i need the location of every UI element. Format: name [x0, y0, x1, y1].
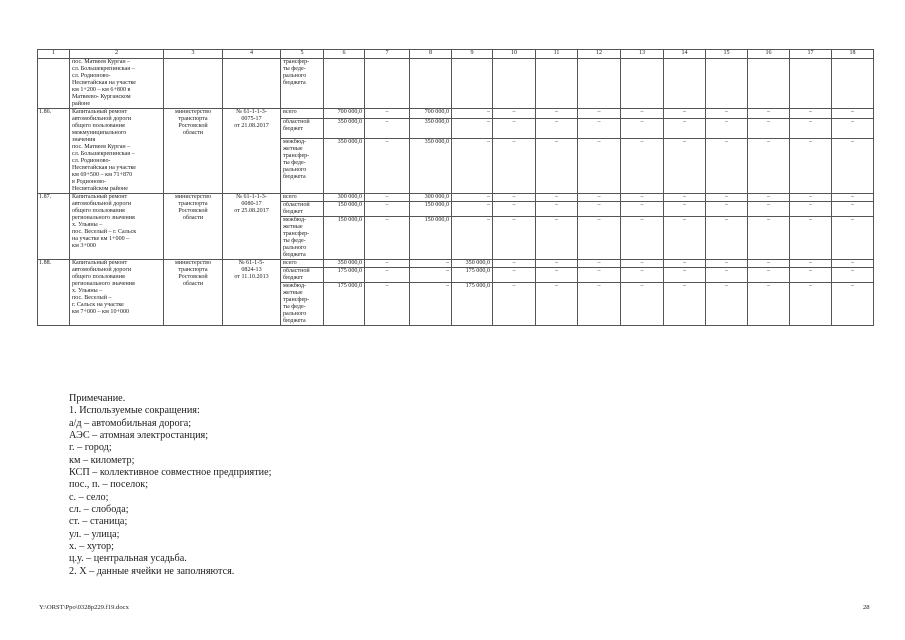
- value-cell: [621, 59, 664, 109]
- column-number-cell: 17: [790, 50, 832, 59]
- notes-line: 1. Используемые сокращения:: [69, 405, 200, 417]
- funding-source-cell: областной бюджет: [281, 268, 324, 283]
- value-cell: –: [832, 194, 874, 202]
- value-cell: –: [748, 217, 790, 260]
- value-cell: –: [664, 260, 706, 268]
- value-cell: [536, 59, 578, 109]
- value-cell: –: [790, 217, 832, 260]
- value-cell: –: [706, 260, 748, 268]
- value-cell: –: [664, 217, 706, 260]
- value-cell: –: [832, 202, 874, 217]
- table-row: [38, 194, 874, 202]
- value-cell: –: [578, 217, 621, 260]
- document-cell: № 61-1-5- 0824-13 от 11.10.2013: [223, 260, 281, 326]
- value-cell: –: [664, 268, 706, 283]
- value-cell: –: [832, 283, 874, 326]
- notes-line: КСП – коллективное совместное предприятие;: [69, 467, 272, 479]
- notes-title: Примечание.: [69, 393, 126, 404]
- value-cell-col6: 350 000,0: [324, 138, 365, 193]
- item-number-cell: 1.88.: [38, 260, 70, 326]
- value-cell: –: [664, 119, 706, 138]
- document-cell: № 61-1-1-3- 0080-17 от 25.08.2017: [223, 194, 281, 260]
- table-header-row: [38, 50, 874, 59]
- value-cell: –: [664, 109, 706, 119]
- notes-line: с. – село;: [69, 491, 109, 503]
- value-cell: –: [832, 138, 874, 193]
- value-cell: –: [578, 202, 621, 217]
- value-cell-col9: –: [452, 138, 493, 193]
- value-cell: –: [706, 202, 748, 217]
- column-number-cell: 4: [223, 50, 281, 59]
- value-cell-col8: 350 000,0: [410, 138, 452, 193]
- notes-line: а/д – автомобильная дорога;: [69, 417, 192, 429]
- column-number-cell: 13: [621, 50, 664, 59]
- value-cell-col8: 350 000,0: [410, 119, 452, 138]
- value-cell: –: [790, 283, 832, 326]
- value-cell: –: [493, 217, 536, 260]
- value-cell-col6: 150 000,0: [324, 217, 365, 260]
- value-cell: –: [578, 194, 621, 202]
- value-cell: –: [748, 138, 790, 193]
- value-cell: –: [621, 283, 664, 326]
- notes-line: ц.у. – центральная усадьба.: [69, 553, 187, 565]
- value-cell: –: [536, 217, 578, 260]
- value-cell: –: [790, 138, 832, 193]
- value-cell-col9: 175 000,0: [452, 283, 493, 326]
- column-number-cell: 11: [536, 50, 578, 59]
- value-cell-col7: –: [365, 138, 410, 193]
- value-cell: –: [664, 283, 706, 326]
- description-cell: пос. Матвеев Курган – сл. Большекрепинская – сл. Родионово- Несветайская на участке км 1+200 – км 6+800 в Матвеево- Курганском районе: [70, 59, 164, 109]
- value-cell-col7: –: [365, 194, 410, 202]
- item-number-cell: [38, 59, 70, 109]
- column-number-cell: 2: [70, 50, 164, 59]
- value-cell: –: [536, 260, 578, 268]
- value-cell: –: [748, 119, 790, 138]
- document-cell: № 61-1-1-3- 0075-17 от 21.08.2017: [223, 109, 281, 194]
- funding-source-cell: межбюд- жетные трансфер- ты феде- рального бюджета: [281, 217, 324, 260]
- value-cell-col8: –: [410, 260, 452, 268]
- notes-section: [69, 393, 271, 578]
- value-cell: –: [536, 283, 578, 326]
- notes-line: 2. Х – данные ячейки не заполняются.: [69, 565, 235, 577]
- value-cell: –: [748, 268, 790, 283]
- table-row: [38, 260, 874, 268]
- value-cell-col9: –: [452, 119, 493, 138]
- value-cell: –: [621, 217, 664, 260]
- value-cell: –: [748, 260, 790, 268]
- funding-source-cell: межбюд- жетные трансфер- ты феде- рального бюджета: [281, 283, 324, 326]
- value-cell: –: [832, 109, 874, 119]
- notes-line: км – километр;: [69, 454, 135, 466]
- column-number-cell: 7: [365, 50, 410, 59]
- value-cell-col8: 700 000,0: [410, 109, 452, 119]
- notes-line: АЭС – атомная электростанция;: [69, 430, 209, 442]
- column-number-cell: 3: [164, 50, 223, 59]
- customer-cell: министерство транспорта Ростовской области: [164, 109, 223, 194]
- funding-source-cell: межбюд- жетные трансфер- ты феде- рального бюджета: [281, 138, 324, 193]
- value-cell: –: [748, 283, 790, 326]
- value-cell-col9: –: [452, 194, 493, 202]
- table-row-continuation: [38, 59, 874, 109]
- funding-source-cell: всего: [281, 260, 324, 268]
- value-cell: –: [493, 138, 536, 193]
- document-cell: [223, 59, 281, 109]
- funding-source-cell: областной бюджет: [281, 202, 324, 217]
- customer-cell: министерство транспорта Ростовской области: [164, 260, 223, 326]
- value-cell-col7: –: [365, 119, 410, 138]
- notes-line: пос., п. – поселок;: [69, 479, 149, 491]
- value-cell: –: [790, 202, 832, 217]
- column-number-cell: 1: [38, 50, 70, 59]
- column-number-cell: 14: [664, 50, 706, 59]
- value-cell: [324, 59, 365, 109]
- value-cell: [452, 59, 493, 109]
- value-cell: [578, 59, 621, 109]
- column-number-cell: 10: [493, 50, 536, 59]
- value-cell-col8: 300 000,0: [410, 194, 452, 202]
- value-cell: –: [621, 109, 664, 119]
- value-cell: –: [536, 119, 578, 138]
- value-cell-col6: 350 000,0: [324, 260, 365, 268]
- notes-line: ул. – улица;: [69, 528, 120, 540]
- value-cell-col6: 175 000,0: [324, 283, 365, 326]
- notes-line: сл. – слобода;: [69, 504, 129, 516]
- value-cell: –: [621, 138, 664, 193]
- value-cell: [493, 59, 536, 109]
- value-cell: –: [832, 260, 874, 268]
- value-cell: –: [536, 138, 578, 193]
- value-cell-col9: 350 000,0: [452, 260, 493, 268]
- value-cell: –: [578, 283, 621, 326]
- value-cell-col7: –: [365, 268, 410, 283]
- value-cell: –: [493, 283, 536, 326]
- funding-source-cell: всего: [281, 194, 324, 202]
- value-cell: –: [493, 260, 536, 268]
- value-cell-col7: –: [365, 109, 410, 119]
- value-cell: –: [621, 119, 664, 138]
- notes-line: ст. – станица;: [69, 516, 128, 528]
- value-cell-col9: –: [452, 202, 493, 217]
- value-cell-col6: 175 000,0: [324, 268, 365, 283]
- value-cell: –: [578, 260, 621, 268]
- table-row: [38, 109, 874, 119]
- value-cell: [748, 59, 790, 109]
- value-cell: –: [536, 202, 578, 217]
- column-number-cell: 6: [324, 50, 365, 59]
- value-cell: –: [706, 138, 748, 193]
- value-cell: [664, 59, 706, 109]
- column-number-cell: 9: [452, 50, 493, 59]
- value-cell: –: [536, 268, 578, 283]
- customer-cell: [164, 59, 223, 109]
- item-number-cell: 1.86.: [38, 109, 70, 194]
- value-cell: –: [664, 194, 706, 202]
- value-cell: –: [790, 194, 832, 202]
- description-cell: Капитальный ремонт автомобильной дороги общего пользования межмуниципального значения пос. Матвеев Курган – сл. Большекрепинская – сл. Родионово- Несветайская на участке км 69+500 – км 71+870 в Родионово- Несветайском районе: [70, 109, 164, 194]
- value-cell: –: [493, 109, 536, 119]
- column-number-cell: 18: [832, 50, 874, 59]
- value-cell: –: [621, 194, 664, 202]
- value-cell: –: [536, 109, 578, 119]
- value-cell-col7: –: [365, 202, 410, 217]
- value-cell: –: [748, 194, 790, 202]
- item-number-cell: 1.87.: [38, 194, 70, 260]
- notes-line: х. – хутор;: [69, 541, 114, 553]
- value-cell: [365, 59, 410, 109]
- value-cell: [790, 59, 832, 109]
- value-cell: –: [578, 138, 621, 193]
- value-cell: [832, 59, 874, 109]
- notes-line: г. – город;: [69, 442, 112, 454]
- value-cell: –: [664, 202, 706, 217]
- value-cell-col8: 150 000,0: [410, 202, 452, 217]
- value-cell-col6: 300 000,0: [324, 194, 365, 202]
- column-number-cell: 5: [281, 50, 324, 59]
- value-cell: –: [790, 119, 832, 138]
- column-number-cell: 12: [578, 50, 621, 59]
- value-cell-col8: –: [410, 283, 452, 326]
- value-cell: –: [790, 260, 832, 268]
- value-cell: [410, 59, 452, 109]
- value-cell-col7: –: [365, 283, 410, 326]
- value-cell-col7: –: [365, 260, 410, 268]
- value-cell: –: [706, 283, 748, 326]
- customer-cell: министерство транспорта Ростовской области: [164, 194, 223, 260]
- value-cell-col9: –: [452, 217, 493, 260]
- value-cell: –: [706, 268, 748, 283]
- value-cell-col7: –: [365, 217, 410, 260]
- value-cell: –: [706, 217, 748, 260]
- value-cell: –: [706, 194, 748, 202]
- value-cell-col6: 150 000,0: [324, 202, 365, 217]
- value-cell-col8: 150 000,0: [410, 217, 452, 260]
- value-cell: –: [790, 109, 832, 119]
- value-cell: –: [706, 119, 748, 138]
- value-cell-col6: 350 000,0: [324, 119, 365, 138]
- footer-file-path: Y:\ORST\Ppo\0328p229.f19.docx: [39, 604, 129, 611]
- value-cell: –: [578, 268, 621, 283]
- value-cell: –: [493, 194, 536, 202]
- program-table: [37, 49, 874, 326]
- value-cell: –: [748, 109, 790, 119]
- funding-source-cell: трансфер- ты феде- рального бюджета: [281, 59, 324, 109]
- value-cell: –: [748, 202, 790, 217]
- value-cell: –: [832, 268, 874, 283]
- value-cell: –: [832, 217, 874, 260]
- column-number-cell: 15: [706, 50, 748, 59]
- description-cell: Капитальный ремонт автомобильной дороги общего пользования регионального значения х. Ульяны – пос. Веселый – г. Сальск на участке км 1+000 – км 3+000: [70, 194, 164, 260]
- value-cell-col9: 175 000,0: [452, 268, 493, 283]
- value-cell-col6: 700 000,0: [324, 109, 365, 119]
- value-cell: –: [706, 109, 748, 119]
- value-cell: –: [621, 260, 664, 268]
- column-number-cell: 8: [410, 50, 452, 59]
- funding-source-cell: всего: [281, 109, 324, 119]
- value-cell: –: [493, 268, 536, 283]
- funding-source-cell: областной бюджет: [281, 119, 324, 138]
- value-cell: –: [493, 202, 536, 217]
- value-cell: –: [832, 119, 874, 138]
- value-cell: –: [493, 119, 536, 138]
- value-cell: –: [578, 109, 621, 119]
- column-number-cell: 16: [748, 50, 790, 59]
- value-cell: –: [621, 268, 664, 283]
- value-cell: –: [578, 119, 621, 138]
- value-cell: –: [536, 194, 578, 202]
- value-cell: –: [621, 202, 664, 217]
- description-cell: Капитальный ремонт автомобильной дороги общего пользования регионального значения х. Ульяны – пос. Веселый – г. Сальск на участке км 7+000 – км 10+000: [70, 260, 164, 326]
- value-cell: –: [664, 138, 706, 193]
- value-cell: [706, 59, 748, 109]
- value-cell-col9: –: [452, 109, 493, 119]
- page-number: 28: [863, 604, 870, 611]
- value-cell-col8: –: [410, 268, 452, 283]
- value-cell: –: [790, 268, 832, 283]
